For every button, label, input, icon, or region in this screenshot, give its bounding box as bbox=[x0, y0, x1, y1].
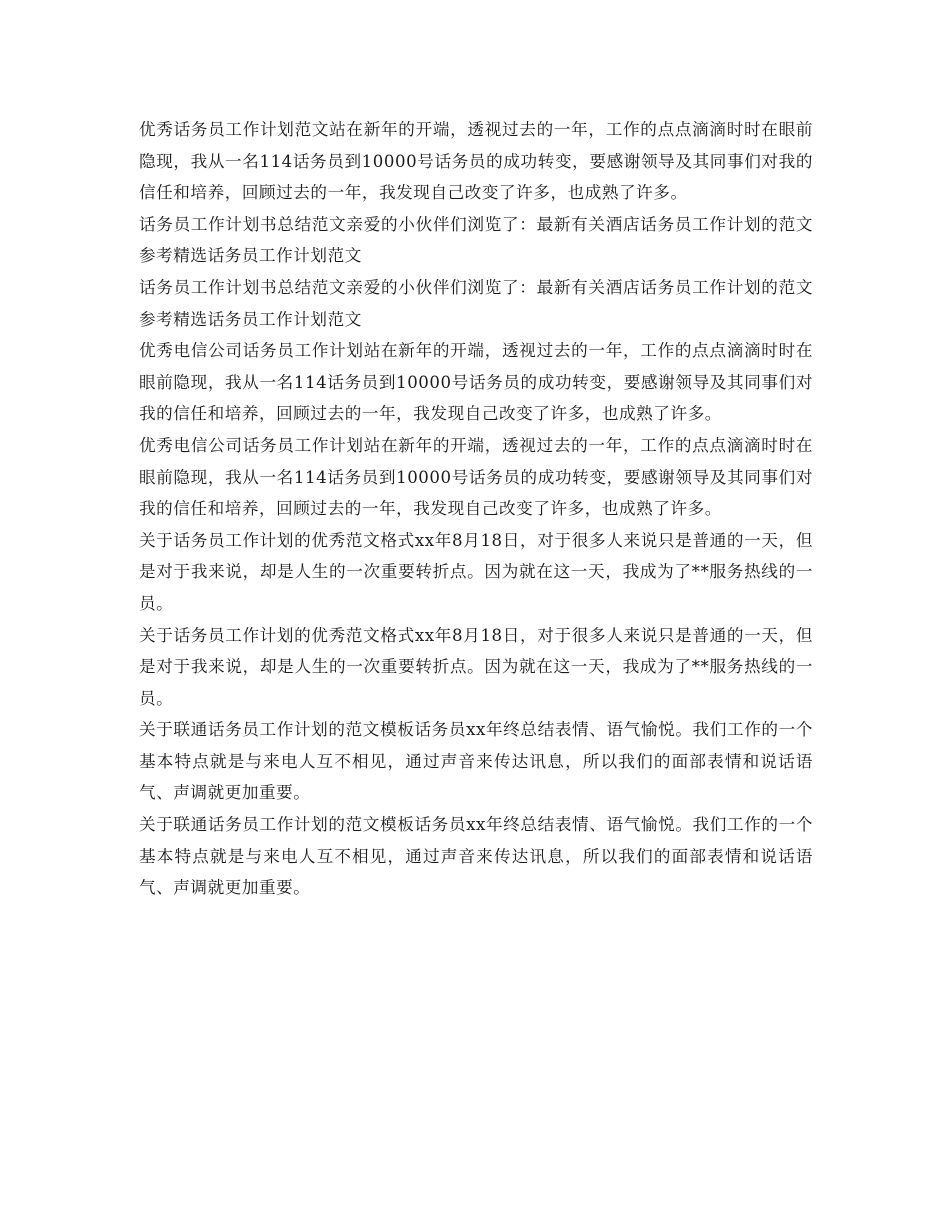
paragraph: 关于话务员工作计划的优秀范文格式xx年8月18日，对于很多人来说只是普通的一天，但是对于我来说，却是人生的一次重要转折点。因为就在这一天，我成为了**服务热线的一员。 bbox=[139, 530, 813, 613]
paragraph: 优秀电信公司话务员工作计划站在新年的开端，透视过去的一年，工作的点点滴滴时时在眼前隐现，我从一名114话务员到10000号话务员的成功转变，要感谢领导及其同事们对我的信任和培养，回顾过去的一年，我发现自己改变了许多，也成熟了许多。 bbox=[139, 435, 813, 519]
document-body bbox=[139, 114, 813, 904]
paragraph: 关于联通话务员工作计划的范文模板话务员xx年终总结表情、语气愉悦。我们工作的一个基本特点就是与来电人互不相见，通过声音来传达讯息，所以我们的面部表情和说话语气、声调就更加重要。 bbox=[139, 815, 813, 898]
paragraph: 优秀话务员工作计划范文站在新年的开端，透视过去的一年，工作的点点滴滴时时在眼前隐现，我从一名114话务员到10000号话务员的成功转变，要感谢领导及其同事们对我的信任和培养，回顾过去的一年，我发现自己改变了许多，也成熟了许多。 bbox=[139, 120, 813, 203]
paragraph: 关于联通话务员工作计划的范文模板话务员xx年终总结表情、语气愉悦。我们工作的一个基本特点就是与来电人互不相见，通过声音来传达讯息，所以我们的面部表情和说话语气、声调就更加重要。 bbox=[139, 720, 813, 803]
paragraph: 优秀电信公司话务员工作计划站在新年的开端，透视过去的一年，工作的点点滴滴时时在眼前隐现，我从一名114话务员到10000号话务员的成功转变，要感谢领导及其同事们对我的信任和培养，回顾过去的一年，我发现自己改变了许多，也成熟了许多。 bbox=[139, 341, 813, 424]
paragraph: 关于话务员工作计划的优秀范文格式xx年8月18日，对于很多人来说只是普通的一天，但是对于我来说，却是人生的一次重要转折点。因为就在这一天，我成为了**服务热线的一员。 bbox=[139, 625, 813, 708]
paragraph: 话务员工作计划书总结范文亲爱的小伙伴们浏览了：最新有关酒店话务员工作计划的范文参考精选话务员工作计划范文 bbox=[139, 214, 813, 266]
paragraph: 话务员工作计划书总结范文亲爱的小伙伴们浏览了：最新有关酒店话务员工作计划的范文参考精选话务员工作计划范文 bbox=[139, 277, 813, 329]
